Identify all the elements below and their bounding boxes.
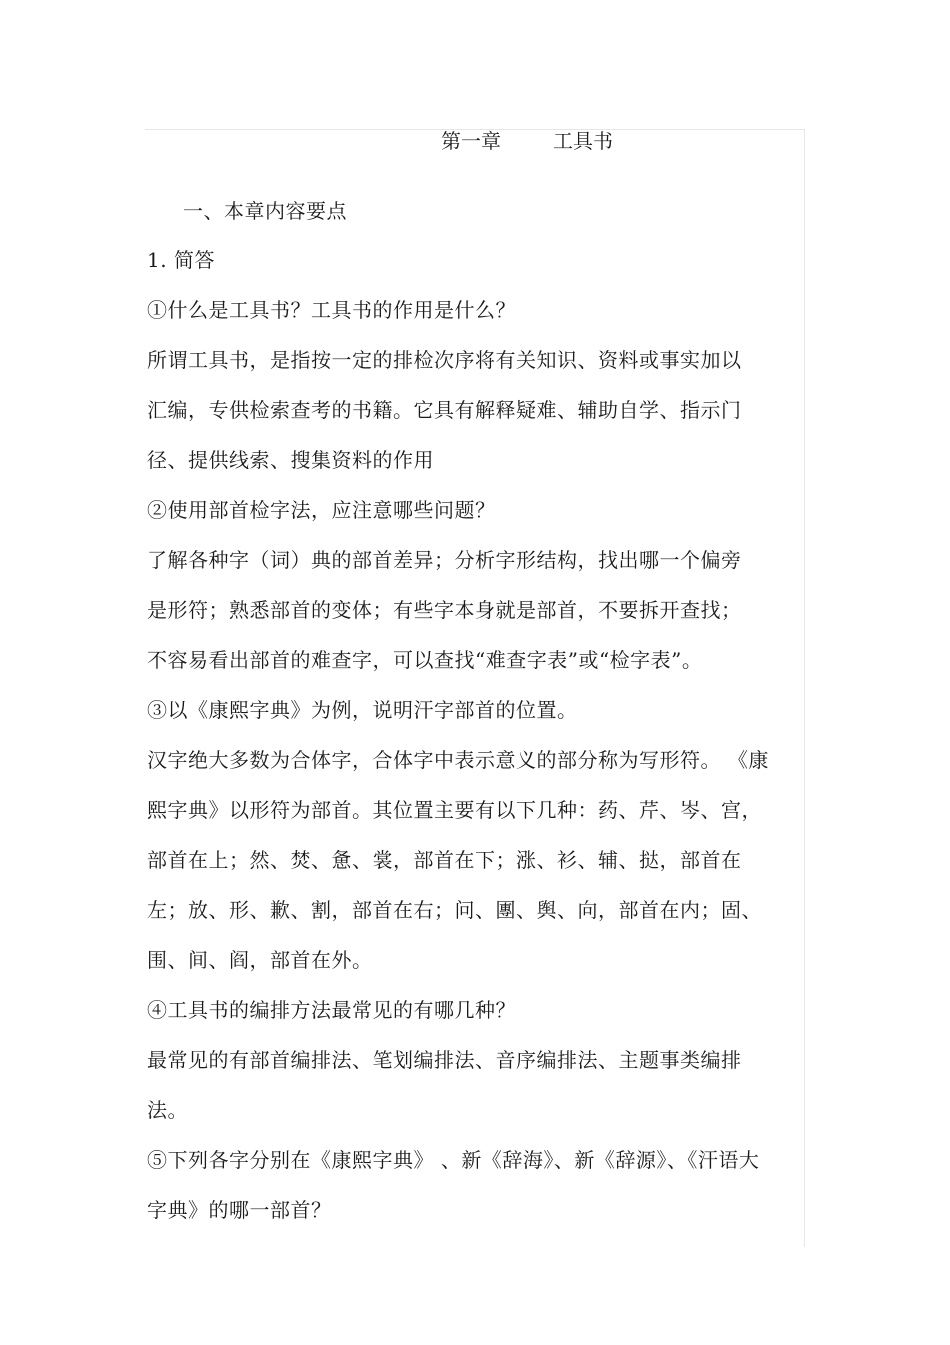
question-5-continued: 字典》的哪一部首？ bbox=[147, 1198, 332, 1222]
answer-line: 熙字典》以形符为部首。其位置主要有以下几种：药、芹、岑、宫， bbox=[147, 798, 762, 822]
question-3: ③以《康熙字典》为例，说明汗字部首的位置。 bbox=[147, 698, 578, 722]
answer-line: 汇编，专供检索查考的书籍。它具有解释疑难、辅助自学、指示门 bbox=[147, 398, 742, 422]
answer-line: 不容易看出部首的难查字，可以查找“难查字表”或“检字表”。 bbox=[147, 648, 703, 672]
chapter-number: 第一章 bbox=[441, 129, 501, 153]
question-1: ①什么是工具书？工具书的作用是什么？ bbox=[147, 298, 516, 322]
page-frame-right-border bbox=[804, 129, 805, 1247]
question-4: ④工具书的编排方法最常见的有哪几种？ bbox=[147, 998, 516, 1022]
question-5: ⑤下列各字分别在《康熙字典》 、新《辞海》、新《辞源》、《汗语大 bbox=[147, 1148, 760, 1172]
answer-line: 部首在上；然、焚、惫、裳，部首在下；涨、衫、辅、挞，部首在 bbox=[147, 848, 742, 872]
answer-line: 最常见的有部首编排法、笔划编排法、音序编排法、主题事类编排 bbox=[147, 1048, 742, 1072]
answer-line: 围、间、阎，部首在外。 bbox=[147, 948, 373, 972]
section-heading: 一、本章内容要点 bbox=[183, 199, 347, 223]
chapter-title: 工具书 bbox=[553, 129, 613, 153]
question-2: ②使用部首检字法，应注意哪些问题？ bbox=[147, 498, 496, 522]
answer-line: 径、提供线索、搜集资料的作用 bbox=[147, 448, 434, 472]
answer-line: 法。 bbox=[147, 1098, 188, 1122]
answer-line: 是形符；熟悉部首的变体；有些字本身就是部首，不要拆开查找； bbox=[147, 598, 742, 622]
answer-line: 左；放、形、歉、割，部首在右；问、團、舆、向，部首在内；固、 bbox=[147, 898, 762, 922]
answer-line: 所谓工具书，是指按一定的排检次序将有关知识、资料或事实加以 bbox=[147, 348, 742, 372]
answer-line: 汉字绝大多数为合体字，合体字中表示意义的部分称为写形符。 《康 bbox=[147, 748, 769, 772]
answer-line: 了解各种字（词）典的部首差异；分析字形结构，找出哪一个偏旁 bbox=[147, 548, 742, 572]
subsection-heading: 1. 简答 bbox=[147, 248, 215, 272]
